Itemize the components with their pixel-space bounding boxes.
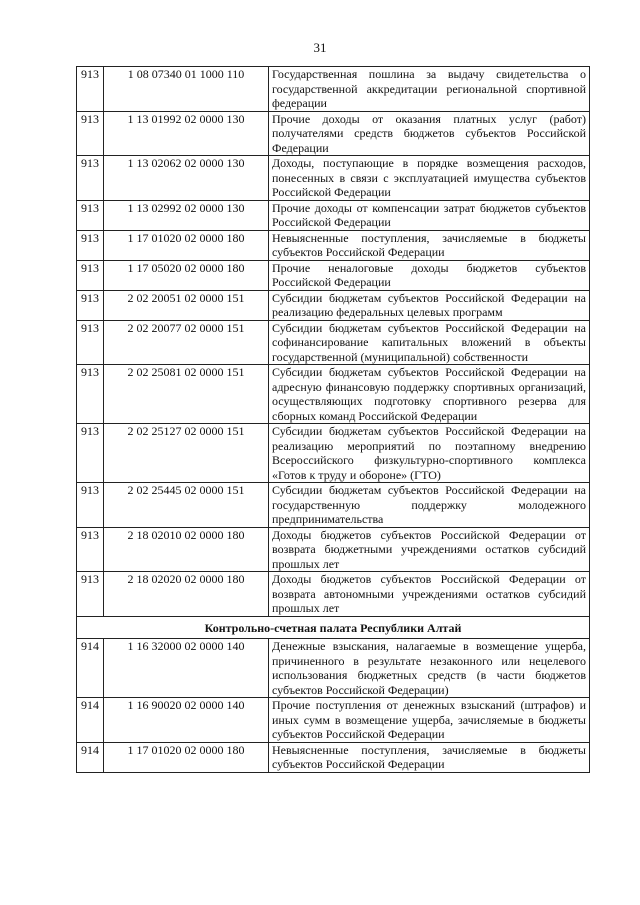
income-name-cell: Субсидии бюджетам субъектов Российской Федерации на реализацию мероприятий по поэтапному внедрению Всероссийского физкультурно-спортивного комплекса «Готов к труду и обороне» (ГТО) [269, 424, 590, 483]
income-code-cell: 1 13 02062 02 0000 130 [104, 156, 269, 201]
table-row [77, 320, 590, 365]
income-code-cell: 1 16 90020 02 0000 140 [104, 698, 269, 743]
admin-code-cell: 914 [77, 698, 104, 743]
income-code-cell: 2 02 25081 02 0000 151 [104, 365, 269, 424]
table-row [77, 572, 590, 617]
admin-code-cell: 913 [77, 572, 104, 617]
admin-code-cell: 914 [77, 639, 104, 698]
admin-code-cell: 913 [77, 290, 104, 320]
income-name-cell: Субсидии бюджетам субъектов Российской Федерации на софинансирование капитальных вложений в объекты государственной (муниципальной) собственности [269, 320, 590, 365]
income-name-cell: Доходы бюджетов субъектов Российской Федерации от возврата бюджетными учреждениями остатков субсидий прошлых лет [269, 527, 590, 572]
table-row [77, 424, 590, 483]
table-row [77, 639, 590, 698]
income-name-cell: Субсидии бюджетам субъектов Российской Федерации на государственную поддержку молодежного предпринимательства [269, 483, 590, 528]
income-name-cell: Субсидии бюджетам субъектов Российской Федерации на реализацию федеральных целевых программ [269, 290, 590, 320]
income-name-cell: Прочие поступления от денежных взысканий (штрафов) и иных сумм в возмещение ущерба, зачисляемые в бюджеты субъектов Российской Федерации [269, 698, 590, 743]
admin-code-cell: 913 [77, 320, 104, 365]
income-code-cell: 2 02 25445 02 0000 151 [104, 483, 269, 528]
income-name-cell: Невыясненные поступления, зачисляемые в бюджеты субъектов Российской Федерации [269, 742, 590, 772]
income-code-cell: 2 02 20051 02 0000 151 [104, 290, 269, 320]
budget-classification-table [76, 66, 590, 773]
income-code-cell: 2 02 25127 02 0000 151 [104, 424, 269, 483]
income-name-cell: Денежные взыскания, налагаемые в возмещение ущерба, причиненного в результате незаконного или нецелевого использования бюджетных средств (в части бюджетов субъектов Российской Федерации) [269, 639, 590, 698]
income-code-cell: 1 17 01020 02 0000 180 [104, 230, 269, 260]
income-name-cell: Прочие доходы от оказания платных услуг (работ) получателями средств бюджетов субъектов Российской Федерации [269, 111, 590, 156]
table-row [77, 200, 590, 230]
income-code-cell: 1 13 02992 02 0000 130 [104, 200, 269, 230]
income-name-cell: Государственная пошлина за выдачу свидетельства о государственной аккредитации региональной спортивной федерации [269, 67, 590, 112]
table-row [77, 111, 590, 156]
admin-code-cell: 913 [77, 230, 104, 260]
income-name-cell: Субсидии бюджетам субъектов Российской Федерации на адресную финансовую поддержку спортивных организаций, осуществляющих подготовку спортивного резерва для сборных команд Российской Федерации [269, 365, 590, 424]
page-number: 31 [313, 40, 327, 55]
income-code-cell: 2 18 02020 02 0000 180 [104, 572, 269, 617]
admin-code-cell: 913 [77, 260, 104, 290]
table-row [77, 483, 590, 528]
income-code-cell: 1 08 07340 01 1000 110 [104, 67, 269, 112]
table-row [77, 698, 590, 743]
table-row [77, 156, 590, 201]
income-code-cell: 1 17 01020 02 0000 180 [104, 742, 269, 772]
admin-code-cell: 913 [77, 365, 104, 424]
table-row [77, 230, 590, 260]
admin-code-cell: 914 [77, 742, 104, 772]
admin-code-cell: 913 [77, 483, 104, 528]
income-code-cell: 1 17 05020 02 0000 180 [104, 260, 269, 290]
admin-code-cell: 913 [77, 200, 104, 230]
income-name-cell: Доходы, поступающие в порядке возмещения расходов, понесенных в связи с эксплуатацией имущества субъектов Российской Федерации [269, 156, 590, 201]
table-row [77, 290, 590, 320]
section-header-row [77, 616, 590, 639]
income-code-cell: 2 02 20077 02 0000 151 [104, 320, 269, 365]
admin-code-cell: 913 [77, 67, 104, 112]
admin-code-cell: 913 [77, 156, 104, 201]
admin-code-cell: 913 [77, 424, 104, 483]
income-code-cell: 2 18 02010 02 0000 180 [104, 527, 269, 572]
table-row [77, 260, 590, 290]
income-name-cell: Прочие доходы от компенсации затрат бюджетов субъектов Российской Федерации [269, 200, 590, 230]
income-code-cell: 1 13 01992 02 0000 130 [104, 111, 269, 156]
income-name-cell: Прочие неналоговые доходы бюджетов субъектов Российской Федерации [269, 260, 590, 290]
income-code-cell: 1 16 32000 02 0000 140 [104, 639, 269, 698]
table-row [77, 527, 590, 572]
table-row [77, 67, 590, 112]
admin-code-cell: 913 [77, 527, 104, 572]
table-row [77, 365, 590, 424]
admin-code-cell: 913 [77, 111, 104, 156]
section-title: Контрольно-счетная палата Республики Алтай [77, 616, 590, 639]
income-name-cell: Невыясненные поступления, зачисляемые в бюджеты субъектов Российской Федерации [269, 230, 590, 260]
table-row [77, 742, 590, 772]
income-name-cell: Доходы бюджетов субъектов Российской Федерации от возврата автономными учреждениями остатков субсидий прошлых лет [269, 572, 590, 617]
